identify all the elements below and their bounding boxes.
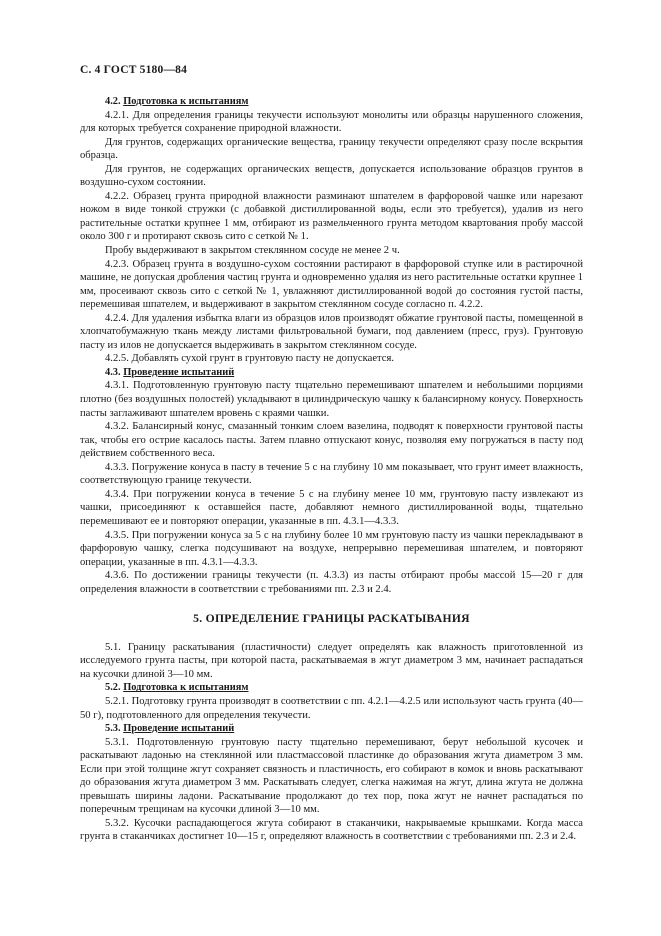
paragraph: 4.3.1. Подготовленную грунтовую пасту тщательно перемешивают шпателем и небольшими порциями плотно (без воздушных полостей) укладывают в цилиндрическую чашку к балансирному конусу. Поверхность пасты заглаживают шпателем вровень с краями чашки.: [80, 380, 583, 419]
subsection-title: Проведение испытаний: [123, 366, 235, 378]
subsection-title: Подготовка к испытаниям: [123, 682, 249, 694]
subsection-title: Подготовка к испытаниям: [123, 96, 249, 107]
paragraph: 5.2.1. Подготовку грунта производят в соответствии с пп. 4.2.1—4.2.5 или используют часть грунта (40—50 г), подготовленного для определения текучести.: [80, 695, 583, 721]
paragraph: 4.3.3. Погружение конуса в пасту в течение 5 с на глубину 10 мм показывает, что грунт имеет влажность, соответствующую границе текучести.: [80, 461, 583, 487]
paragraph: 4.2.1. Для определения границы текучести используют монолиты или образцы нарушенного сложения, для которых требуется сохранение природной влажности.: [80, 109, 583, 135]
paragraph: Пробу выдерживают в закрытом стеклянном сосуде не менее 2 ч.: [105, 245, 400, 257]
paragraph: 4.3.5. При погружении конуса за 5 с на глубину более 10 мм грунтовую пасту из чашки перекладывают в фарфоровую чашку, слегка подсушивают на воздухе, непрерывно перемешивая шпателем, и повторяют операции, указанные в пп. 4.3.1—4.3.3.: [80, 529, 583, 568]
paragraph: Для грунтов, не содержащих органических веществ, допускается использование образцов грунтов в воздушно-сухом состоянии.: [80, 163, 583, 189]
paragraph: 4.3.6. По достижении границы текучести (п. 4.3.3) из пасты отбирают пробы массой 15—20 г для определения влажности в соответствии с требованиями пп. 2.3 и 2.4.: [80, 570, 583, 595]
subsection-heading: [80, 722, 583, 736]
paragraph: 4.2.3. Образец грунта в воздушно-сухом состоянии растирают в фарфоровой ступке или в растирочной машине, не допуская дробления частиц грунта и одновременно удаляя из него растительные остатки крупнее 1 мм, просеивают сквозь сито с сеткой № 1, увлажняют дистиллированной водой до состояния густой пасты, перемешивая шпателем, и выдерживают в закрытом стеклянном сосуде согласно п. 4.2.2.: [80, 258, 583, 311]
paragraph: 4.3.2. Балансирный конус, смазанный тонким слоем вазелина, подводят к поверхности грунтовой пасты так, чтобы его острие касалось пасты. Затем плавно отпускают конус, позволяя ему погружаться в пасту под действием собственного веса.: [80, 421, 583, 460]
subsection-number: 5.3.: [105, 723, 121, 735]
paragraph: 4.3.4. При погружении конуса в течение 5 с на глубину менее 10 мм, грунтовую пасту извлекают из чашки, присоединяют к оставшейся пасте, добавляют немного дистиллированной воды, тщательно перемешивают ее и повторяют операции, указанные в пп. 4.3.1—4.3.3.: [80, 488, 583, 527]
page-header: С. 4 ГОСТ 5180—84: [80, 64, 188, 76]
paragraph: 5.3.2. Кусочки распадающегося жгута собирают в стаканчики, накрываемые крышками. Когда масса грунта в стаканчиках достигнет 10—15 г, определяют влажность в соответствии с требованиями пп. 2.3 и 2.4.: [80, 817, 583, 843]
paragraph: 4.2.2. Образец грунта природной влажности разминают шпателем в фарфоровой чашке или нарезают ножом в виде тонкой стружки (с добавкой дистиллированной воды, если это требуется), удалив из него растительные остатки крупнее 1 мм, отбирают из размельченного грунта методом квартования пробу массой около 300 г и протирают сквозь сито с сеткой № 1.: [80, 190, 583, 243]
paragraph: 5.1. Границу раскатывания (пластичности) следует определять как влажность приготовленной из исследуемого грунта пасты, при которой паста, раскатываемая в жгут диаметром 3 мм, начинает распадаться на кусочки длиной 3—10 мм.: [80, 641, 583, 680]
subsection-heading: [80, 681, 583, 695]
subsection-number: 5.2.: [105, 682, 121, 694]
subsection-title: Проведение испытаний: [123, 723, 235, 735]
paragraph: Для грунтов, содержащих органические вещества, границу текучести определяют сразу после вскрытия образца.: [80, 136, 583, 162]
paragraph: 4.2.5. Добавлять сухой грунт в грунтовую пасту не допускается.: [105, 353, 395, 365]
subsection-number: 4.3.: [105, 366, 121, 378]
section-title: 5. ОПРЕДЕЛЕНИЕ ГРАНИЦЫ РАСКАТЫВАНИЯ: [193, 612, 470, 626]
paragraph: 5.3.1. Подготовленную грунтовую пасту тщательно перемешивают, берут небольшой кусочек и раскатывают ладонью на стеклянной или пластмассовой пластинке до образования жгута диаметром 3 мм. Если при этой толщине жгут сохраняет связность и пластичность, его собирают в комок и вновь раскатывают до образования жгута диаметром 3 мм. Раскатывать следует, слегка нажимая на жгут, длина жгута не должна превышать ширины ладони. Раскатывание продолжают до тех пор, пока жгут не начнет распадаться по поперечным трещинам на кусочки длиной 3—10 мм.: [80, 736, 583, 816]
paragraph: 4.2.4. Для удаления избытка влаги из образцов илов производят обжатие грунтовой пасты, помещенной в хлопчатобумажную ткань между листами фильтровальной бумаги, под давлением (пресс, груз). Грунтовую пасту из илов не допускается выдерживать в закрытом стеклянном сосуде.: [80, 312, 583, 351]
document-body: [80, 95, 583, 844]
subsection-number: 4.2.: [105, 96, 121, 107]
subsection-heading: [80, 366, 583, 380]
subsection-heading: [80, 95, 583, 109]
